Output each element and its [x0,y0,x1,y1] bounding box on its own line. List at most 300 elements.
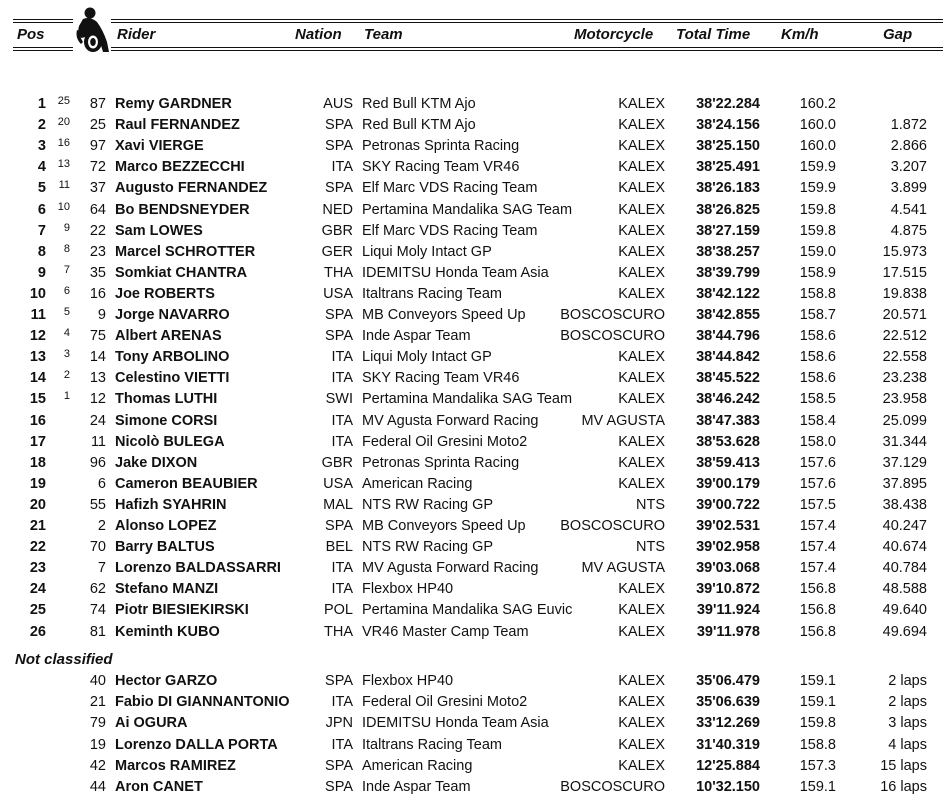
team: Petronas Sprinta Racing [362,454,520,471]
team: SKY Racing Team VR46 [362,370,520,387]
motorcycle: NTS [636,496,665,513]
position: 20 [29,496,46,513]
position: 22 [29,539,46,556]
nation: SPA [325,518,353,534]
team: Petronas Sprinta Racing [362,138,520,155]
rider-number: 72 [89,159,106,176]
points: 5 [63,306,70,318]
points: 9 [63,221,70,234]
total-time: 38'46.242 [696,391,760,408]
speed-kmh: 159.8 [799,222,836,239]
position: 16 [29,412,46,429]
nation: BEL [325,539,353,556]
rider-name: Simone CORSI [115,412,218,429]
rider-name: Celestino VIETTI [115,370,230,387]
position: 1 [37,96,46,112]
table-row [0,136,947,157]
total-time: 38'38.257 [696,243,760,260]
table-row [0,713,947,734]
position: 24 [29,581,46,598]
table-row [0,558,947,579]
table-header [13,18,943,50]
rider-name: Albert ARENAS [115,328,222,345]
nation: SPA [325,117,353,134]
total-time: 38'24.156 [696,117,760,134]
nation: GBR [321,454,353,471]
nation: ITA [331,159,353,176]
speed-kmh: 159.8 [799,715,836,732]
rider-name: Lorenzo DALLA PORTA [115,736,278,753]
position: 6 [37,201,46,218]
header-rule [13,50,73,51]
gap: 4.541 [890,201,927,218]
rider-number: 6 [97,475,106,492]
rider-name: Somkiat CHANTRA [115,264,248,281]
nation: USA [323,475,353,492]
total-time: 39'10.872 [696,581,760,598]
motorcycle: KALEX [618,736,665,753]
gap: 2 laps [888,694,927,711]
motorcycle: KALEX [618,349,665,366]
rider-name: Cameron BEAUBIER [115,475,258,492]
rider-number: 40 [89,673,106,689]
table-row [0,326,947,347]
rider-number: 14 [89,349,106,366]
rider-name: Lorenzo BALDASSARRI [115,560,281,577]
table-row [0,622,947,643]
table-row [0,579,947,600]
speed-kmh: 157.4 [799,560,836,577]
table-row [0,178,947,199]
gap: 37.129 [882,454,927,471]
speed-kmh: 160.0 [799,117,836,134]
total-time: 38'25.150 [696,138,760,155]
nation: SPA [325,757,353,774]
gap: 23.958 [882,391,927,408]
table-row [0,347,947,368]
gap: 15 laps [880,757,927,774]
nation: SPA [325,779,353,795]
gap: 25.099 [882,412,927,429]
total-time: 35'06.479 [696,673,760,689]
total-time: 31'40.319 [696,736,760,753]
rider-number: 2 [97,518,106,534]
header-team: Team [364,26,403,43]
team: MV Agusta Forward Racing [362,560,539,577]
gap: 23.238 [882,370,927,387]
nation: POL [323,602,353,619]
table-row [0,411,947,432]
gap: 4 laps [888,736,927,753]
table-row [0,263,947,284]
speed-kmh: 158.4 [799,412,836,429]
rider-number: 13 [89,370,106,387]
total-time: 38'42.855 [696,307,760,323]
header-rule [13,47,73,48]
points: 7 [63,263,70,276]
speed-kmh: 157.3 [799,757,836,774]
rider-number: 55 [89,496,106,513]
team: Inde Aspar Team [362,328,471,345]
points: 25 [57,95,70,107]
total-time: 38'59.413 [696,454,760,471]
rider-name: Jorge NAVARRO [115,307,230,323]
team: MB Conveyors Speed Up [362,307,526,323]
total-time: 35'06.639 [696,694,760,711]
header-rule [111,47,943,48]
rider-name: Xavi VIERGE [115,138,204,155]
nation: ITA [331,433,353,450]
points: 13 [57,158,70,171]
total-time: 38'53.628 [696,433,760,450]
motorcycle: KALEX [618,117,665,134]
team: Pertamina Mandalika SAG Euvic [362,602,573,619]
team: Pertamina Mandalika SAG Team [362,391,573,408]
team: SKY Racing Team VR46 [362,159,520,176]
table-row [0,735,947,756]
nation: SPA [325,180,353,197]
speed-kmh: 157.6 [799,475,836,492]
speed-kmh: 159.9 [799,159,836,176]
speed-kmh: 158.6 [799,349,836,366]
position: 25 [29,602,46,619]
nation: GBR [321,222,353,239]
total-time: 38'22.284 [696,96,760,112]
position: 2 [37,117,46,134]
nation: ITA [331,736,353,753]
header-total-time: Total Time [676,26,751,43]
rider-number: 79 [89,715,106,732]
position: 14 [29,370,46,387]
speed-kmh: 157.4 [799,539,836,556]
points: 6 [63,284,70,297]
motorcycle: KALEX [618,264,665,281]
nation: ITA [331,412,353,429]
team: Liqui Moly Intact GP [362,243,492,260]
rider-name: Stefano MANZI [115,581,219,598]
position: 10 [29,285,46,302]
motorcycle: NTS [636,539,665,556]
team: Italtrans Racing Team [362,285,502,302]
total-time: 38'27.159 [696,222,760,239]
team: Federal Oil Gresini Moto2 [362,433,528,450]
gap: 49.640 [882,602,927,619]
table-row [0,242,947,263]
table-row [0,368,947,389]
header-rule [111,19,943,20]
rider-number: 23 [89,243,106,260]
team: Flexbox HP40 [362,673,454,689]
nation: ITA [331,581,353,598]
total-time: 39'11.924 [696,602,760,619]
team: NTS RW Racing GP [362,496,494,513]
nation: SPA [325,673,353,689]
gap: 3 laps [888,715,927,732]
motorcycle: MV AGUSTA [581,412,665,429]
rider-name: Fabio DI GIANNANTONIO [115,694,290,711]
team: NTS RW Racing GP [362,539,494,556]
position: 7 [37,222,46,239]
speed-kmh: 156.8 [799,581,836,598]
rider-number: 96 [89,454,106,471]
speed-kmh: 157.6 [799,454,836,471]
rider-name: Keminth KUBO [115,623,220,640]
points: 3 [63,348,70,361]
table-row [0,777,947,798]
team: Elf Marc VDS Racing Team [362,180,538,197]
gap: 22.512 [882,328,927,345]
speed-kmh: 158.6 [799,328,836,345]
team: Liqui Moly Intact GP [362,349,492,366]
team: Pertamina Mandalika SAG Team [362,201,573,218]
header-nation: Nation [295,26,342,43]
table-row [0,115,947,136]
rider-number: 21 [89,694,106,711]
speed-kmh: 158.7 [799,307,836,323]
motorcycle: KALEX [618,602,665,619]
motorcycle: KALEX [618,285,665,302]
points: 11 [58,179,70,192]
gap: 3.899 [890,180,927,197]
rider-name: Joe ROBERTS [115,285,215,302]
total-time: 38'26.825 [696,201,760,218]
gap: 15.973 [882,243,927,260]
header-rider: Rider [117,26,156,43]
motorcycle: KALEX [618,180,665,197]
nation: NED [322,201,353,218]
gap: 2.866 [890,138,927,155]
rider-name: Remy GARDNER [115,96,232,112]
rider-name: Hector GARZO [115,673,218,689]
gap: 17.515 [882,264,927,281]
rider-number: 87 [89,96,106,112]
position: 11 [30,307,46,323]
motorcycle: KALEX [618,370,665,387]
nation: AUS [323,96,353,112]
rider-name: Marcel SCHROTTER [115,243,256,260]
nation: JPN [325,715,353,732]
table-row [0,692,947,713]
motorcycle: KALEX [618,715,665,732]
nation: SPA [325,307,353,323]
header-rule [13,19,73,20]
motorcycle: KALEX [618,391,665,408]
gap: 40.674 [882,539,927,556]
total-time: 10'32.150 [696,779,760,795]
speed-kmh: 158.8 [799,736,836,753]
motorcycle: KALEX [618,243,665,260]
position: 21 [29,518,46,534]
motorcycle: KALEX [618,433,665,450]
total-time: 38'26.183 [696,180,760,197]
rider-number: 75 [89,328,106,345]
table-row [0,305,947,326]
position: 5 [37,180,46,197]
points: 8 [63,242,70,255]
speed-kmh: 158.9 [799,264,836,281]
points: 10 [57,200,70,213]
total-time: 12'25.884 [696,757,760,774]
nation: ITA [331,349,353,366]
total-time: 38'45.522 [696,370,760,387]
motorcycle: BOSCOSCURO [560,307,665,323]
team: Red Bull KTM Ajo [362,96,476,112]
rider-name: Nicolò BULEGA [115,433,225,450]
header-gap: Gap [883,26,913,43]
position: 19 [29,475,46,492]
nation: SWI [325,391,353,408]
gap: 4.875 [890,222,927,239]
gap: 19.838 [882,285,927,302]
nation: THA [324,264,353,281]
motorcycle: KALEX [618,581,665,598]
rider-number: 35 [89,264,106,281]
gap: 1.872 [890,117,927,134]
speed-kmh: 158.8 [799,285,836,302]
total-time: 39'02.531 [696,518,760,534]
rider-name: Marcos RAMIREZ [115,757,236,774]
position: 26 [29,623,46,640]
rider-name: Barry BALTUS [115,539,215,556]
rider-name: Aron CANET [115,779,203,795]
speed-kmh: 158.5 [799,391,836,408]
rider-number: 12 [89,391,106,408]
nation: ITA [331,560,353,577]
rider-number: 64 [89,201,106,218]
table-row [0,453,947,474]
position: 15 [29,391,46,408]
table-row [0,284,947,305]
speed-kmh: 159.8 [799,201,836,218]
position: 18 [29,454,46,471]
nation: USA [323,285,353,302]
gap: 49.694 [882,623,927,640]
table-row [0,94,947,115]
motorcycle: KALEX [618,757,665,774]
team: Red Bull KTM Ajo [362,117,476,134]
gap: 48.588 [882,581,927,598]
motorcycle-rider-icon [73,6,113,56]
total-time: 39'00.179 [696,475,760,492]
rider-number: 62 [89,581,106,598]
rider-name: Piotr BIESIEKIRSKI [115,602,249,619]
motorcycle: KALEX [618,96,665,112]
rider-name: Thomas LUTHI [115,391,218,408]
nation: THA [324,623,353,640]
nation: SPA [325,138,353,155]
rider-number: 70 [89,539,106,556]
gap: 37.895 [882,475,927,492]
total-time: 39'02.958 [696,539,760,556]
table-row [0,537,947,558]
table-row [0,516,947,537]
nation: ITA [331,694,353,711]
table-row [0,221,947,242]
gap: 2 laps [888,673,927,689]
rider-number: 81 [89,623,106,640]
nation: ITA [331,370,353,387]
motorcycle: KALEX [618,201,665,218]
rider-name: Marco BEZZECCHI [115,159,245,176]
total-time: 39'11.978 [696,623,760,640]
gap: 22.558 [882,349,927,366]
speed-kmh: 160.2 [799,96,836,112]
team: American Racing [362,475,473,492]
team: MV Agusta Forward Racing [362,412,539,429]
team: Flexbox HP40 [362,581,454,598]
speed-kmh: 159.1 [799,694,836,711]
table-row [0,389,947,410]
table-row [0,756,947,777]
motorcycle: KALEX [618,694,665,711]
header-kmh: Km/h [781,26,819,43]
not-classified-label: Not classified [15,651,113,668]
rider-number: 7 [97,560,106,577]
motorcycle: KALEX [618,138,665,155]
position: 17 [29,433,46,450]
rider-number: 16 [89,285,106,302]
team: American Racing [362,757,473,774]
gap: 20.571 [882,307,927,323]
header-rule [111,22,943,23]
gap: 38.438 [882,496,927,513]
rider-number: 44 [89,779,106,795]
gap: 3.207 [890,159,927,176]
nation: MAL [323,496,353,513]
speed-kmh: 159.1 [799,779,836,795]
total-time: 38'39.799 [696,264,760,281]
rider-name: Bo BENDSNEYDER [115,201,250,218]
speed-kmh: 156.8 [799,602,836,619]
gap: 16 laps [880,779,927,795]
header-pos: Pos [17,26,45,43]
speed-kmh: 157.5 [799,496,836,513]
rider-number: 11 [90,433,106,450]
team: IDEMITSU Honda Team Asia [362,715,549,732]
speed-kmh: 159.0 [799,243,836,260]
speed-kmh: 158.6 [799,370,836,387]
position: 8 [37,243,46,260]
team: IDEMITSU Honda Team Asia [362,264,549,281]
position: 23 [29,560,46,577]
motorcycle: KALEX [618,475,665,492]
position: 3 [37,138,46,155]
table-row [0,474,947,495]
rider-name: Alonso LOPEZ [115,518,217,534]
total-time: 38'25.491 [696,159,760,176]
total-time: 38'42.122 [696,285,760,302]
speed-kmh: 159.9 [799,180,836,197]
rider-number: 74 [89,602,106,619]
position: 13 [29,349,46,366]
team: Elf Marc VDS Racing Team [362,222,538,239]
rider-name: Raul FERNANDEZ [115,117,240,134]
position: 4 [37,159,46,176]
table-row [0,600,947,621]
rider-name: Ai OGURA [115,715,188,732]
team: Inde Aspar Team [362,779,471,795]
position: 12 [29,328,46,345]
points: 4 [63,327,70,340]
speed-kmh: 156.8 [799,623,836,640]
total-time: 39'03.068 [696,560,760,577]
motorcycle: BOSCOSCURO [560,518,665,534]
motorcycle: BOSCOSCURO [560,328,665,345]
team: Italtrans Racing Team [362,736,502,753]
team: VR46 Master Camp Team [362,623,529,640]
motorcycle: BOSCOSCURO [560,779,665,795]
nation: GER [321,243,353,260]
